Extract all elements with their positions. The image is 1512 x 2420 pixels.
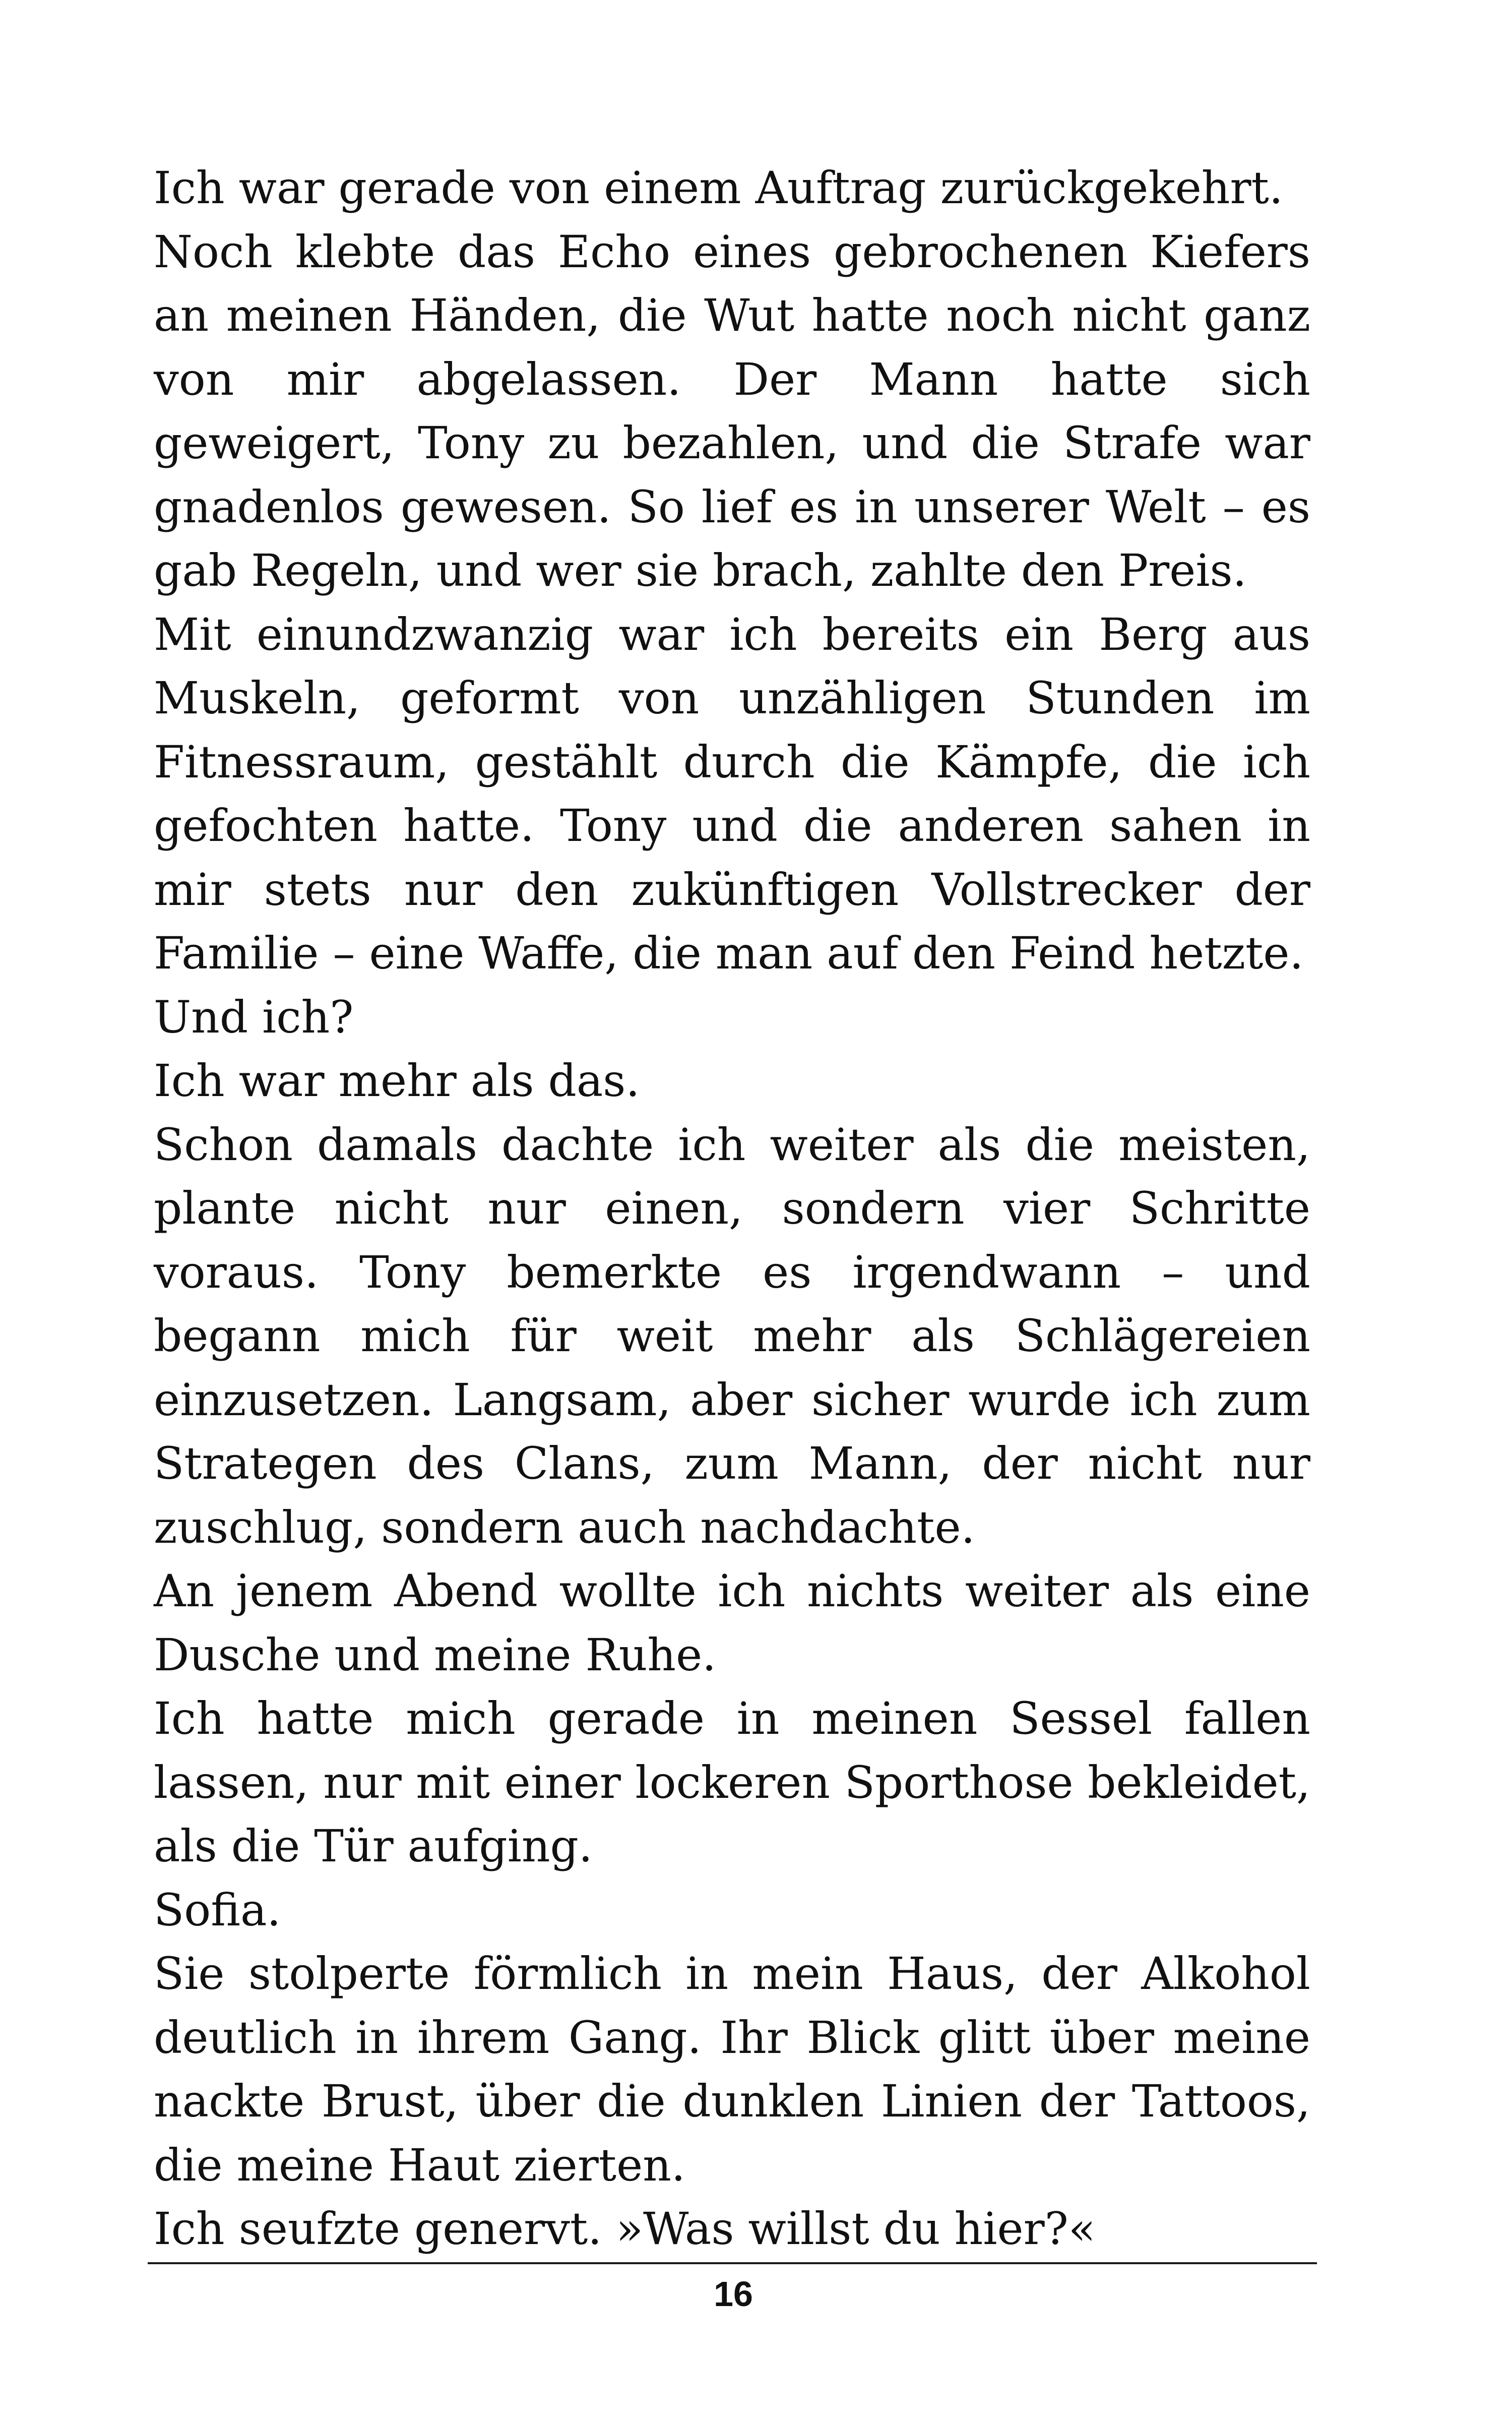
paragraph: An jenem Abend wollte ich nichts weiter als eine Dusche und meine Ruhe. <box>154 1565 1310 1681</box>
paragraph: Ich war gerade von einem Auftrag zurückgekehrt. <box>154 162 1283 214</box>
paragraph: Sie stolperte förmlich in mein Haus, der Alkohol deutlich in ihrem Gang. Ihr Blick glitt über meine nackte Brust, über die dunklen Linien der Tattoos, die meine Haut zierten. <box>154 1948 1310 2191</box>
paragraph: Mit einundzwanzig war ich bereits ein Berg aus Muskeln, geformt von unzähligen Stunden im Fitnessraum, gestählt durch die Kämpfe, die ich gefochten hatte. Tony und die anderen sahen in mir stets nur den zukünftigen Vollstrecker der Familie – eine Waffe, die man auf den Feind hetzte. <box>154 608 1310 979</box>
paragraph: Sofia. <box>154 1884 281 1936</box>
paragraph: Noch klebte das Echo eines gebrochenen Kiefers an meinen Händen, die Wut hatte noch nicht ganz von mir abgelassen. Der Mann hatte sich geweigert, Tony zu bezahlen, und die Strafe war gnadenlos gewesen. So lief es in unserer Welt – es gab Regeln, und wer sie brach, zahlte den Preis. <box>154 225 1310 596</box>
paragraph: Schon damals dachte ich weiter als die meisten, plante nicht nur einen, sondern vier Schritte voraus. Tony bemerkte es irgendwann – und begann mich für weit mehr als Schlägereien einzusetzen. Langsam, aber sicher wurde ich zum Strategen des Clans, zum Mann, der nicht nur zuschlug, sondern auch nachdachte. <box>154 1118 1310 1553</box>
paragraph: Und ich? <box>154 991 354 1043</box>
footer-divider <box>148 2262 1317 2264</box>
body-text <box>154 156 1310 2261</box>
page-number: 16 <box>714 2274 753 2314</box>
paragraph: Ich seufzte genervt. »Was willst du hier?« <box>154 2203 1096 2255</box>
paragraph: Ich hatte mich gerade in meinen Sessel fallen lassen, nur mit einer lockeren Sporthose bekleidet, als die Tür aufging. <box>154 1692 1310 1872</box>
paragraph: Ich war mehr als das. <box>154 1055 640 1107</box>
